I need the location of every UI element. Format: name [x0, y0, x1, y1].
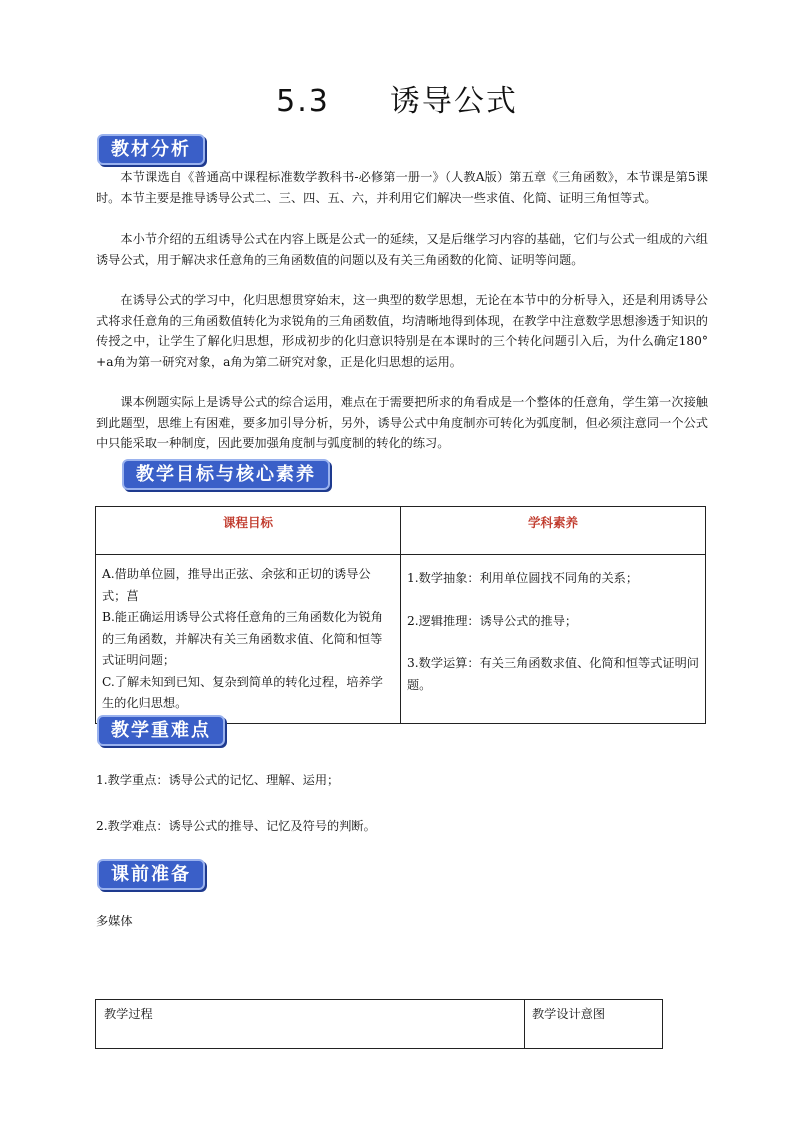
- section-number: 5.3: [276, 84, 330, 119]
- analysis-paragraph-4: 课本例题实际上是诱导公式的综合运用，难点在于需要把所求的角看成是一个整体的任意角，学生第一次接触到此题型，思维上有困难，要多加引导分析，另外，诱导公式中角度制亦可转化为弧度制，但必须注意同一个公式中只能采取一种制度，因此要加强角度制与弧度制的转化的练习。: [96, 395, 708, 451]
- objective-c: C.了解未知到已知、复杂到简单的转化过程，培养学生的化归思想。: [102, 674, 383, 710]
- subject-literacy-cell: [401, 555, 706, 724]
- literacy-3: 3.数学运算：有关三角函数求值、化简和恒等式证明问题。: [407, 656, 699, 692]
- header-course-objectives: 课程目标: [96, 507, 401, 555]
- header-subject-literacy: 学科素养: [401, 507, 706, 555]
- objective-b: B.能正确运用诱导公式将任意角的三角函数化为锐角的三角函数，并解决有关三角函数求值、化简和恒等式证明问题；: [102, 610, 383, 667]
- literacy-2: 2.逻辑推理：诱导公式的推导；: [407, 613, 578, 628]
- analysis-paragraph-2: 本小节介绍的五组诱导公式在内容上既是公式一的延续，又是后继学习内容的基础，它们与公式一组成的六组诱导公式，用于解决求任意角的三角函数值的问题以及有关三角函数的化简、证明等问题。: [96, 232, 708, 267]
- objective-a: A.借助单位圆，推导出正弦、余弦和正切的诱导公式；菖: [102, 567, 371, 603]
- page-title: [0, 76, 794, 120]
- key-point: 1.教学重点：诱导公式的记忆、理解、运用；: [96, 773, 340, 787]
- process-table-divider: [524, 1000, 525, 1048]
- course-objectives-cell: [96, 555, 401, 724]
- process-col-intent: 教学设计意图: [532, 1007, 606, 1021]
- badge-goals: 教学目标与核心素养: [122, 459, 330, 490]
- goals-table: [95, 506, 706, 724]
- badge-difficulty: 教学重难点: [97, 715, 225, 746]
- literacy-1: 1.数学抽象：利用单位圆找不同角的关系；: [407, 571, 639, 585]
- preparation-text: 多媒体: [96, 914, 133, 928]
- analysis-paragraph-3: 在诱导公式的学习中，化归思想贯穿始末，这一典型的数学思想，无论在本节中的分析导入，还是利用诱导公式将求任意角的三角函数值转化为求锐角的三角函数值，均清晰地得到体现，在教学中注意数学思想渗透于知识的传授之中，让学生了解化归思想，形成初步的化归意识特别是在本课时的三个转化问题引入后，为什么确定180°+a角为第一研究对象，a角为第二研究对象，正是化归思想的运用。: [96, 293, 708, 369]
- difficult-point: 2.教学难点：诱导公式的推导、记忆及符号的判断。: [96, 819, 376, 833]
- badge-analysis: 教材分析: [97, 134, 205, 165]
- process-col-teaching: 教学过程: [104, 1007, 153, 1021]
- process-table: [95, 999, 663, 1049]
- analysis-paragraph-1: 本节课选自《普通高中课程标准数学教科书-必修第一册一》（人教A版）第五章《三角函数》，本节课是第5课时。本节主要是推导诱导公式二、三、四、五、六，并利用它们解决一些求值、化简、证明三角恒等式。: [96, 170, 708, 205]
- section-title: 诱导公式: [389, 84, 518, 119]
- badge-preparation: 课前准备: [97, 859, 205, 890]
